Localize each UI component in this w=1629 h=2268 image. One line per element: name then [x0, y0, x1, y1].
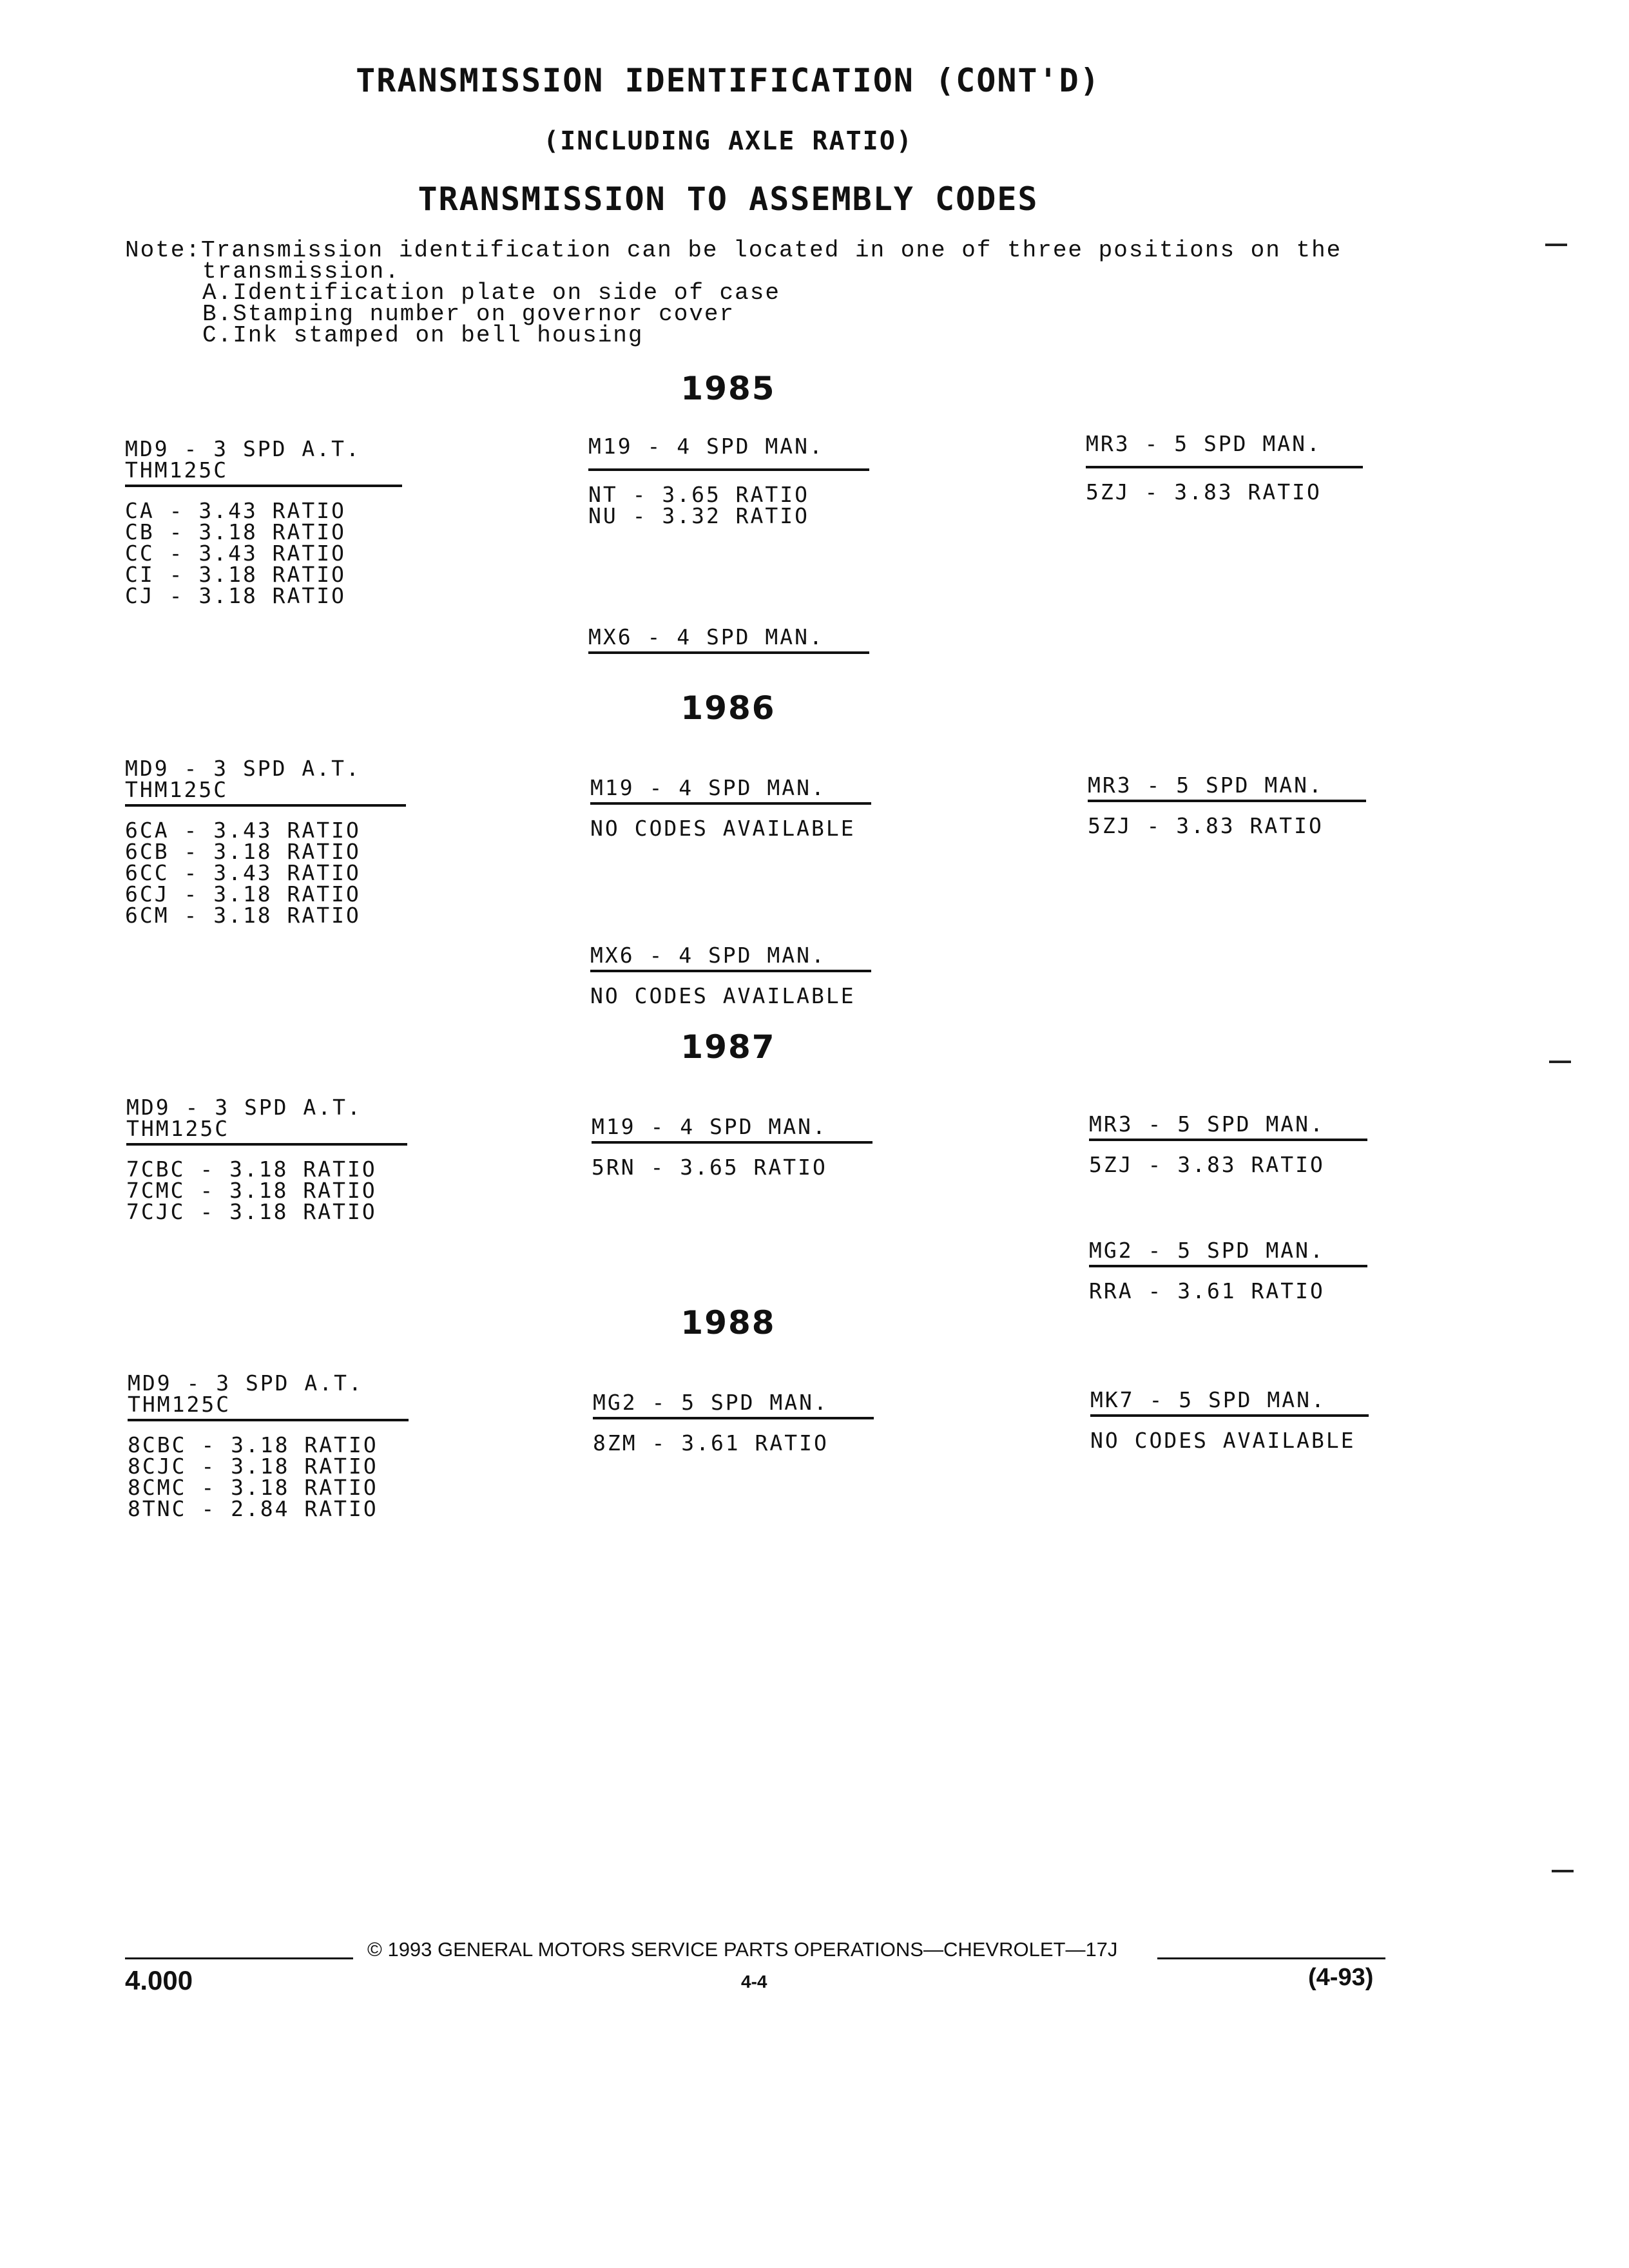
header-line: THM125C: [126, 1116, 230, 1141]
header-line: MR3 - 5 SPD MAN.: [1089, 1111, 1325, 1137]
code-row: RRA - 3.61 RATIO: [1089, 1278, 1325, 1303]
header-line: MD9 - 3 SPD A.T.: [125, 756, 361, 781]
year-heading-1985: 1985: [680, 370, 776, 407]
header-line: M19 - 4 SPD MAN.: [590, 775, 826, 800]
code-row: CC - 3.43 RATIO: [125, 541, 347, 566]
block-header: [1088, 774, 1366, 802]
block-header: [588, 626, 869, 654]
code-block-1985-md9: [125, 438, 402, 606]
code-block-1988-mk7: [1090, 1389, 1369, 1451]
code-block-1987-m19: [592, 1116, 872, 1178]
code-block-1986-m19: [590, 777, 871, 839]
code-row: NU - 3.32 RATIO: [588, 503, 810, 528]
code-row: NT - 3.65 RATIO: [588, 482, 810, 507]
note-line: Note:Transmission identification can be located in one of three positions on the: [125, 237, 1342, 264]
code-row: CJ - 3.18 RATIO: [125, 583, 347, 608]
section-title: TRANSMISSION TO ASSEMBLY CODES: [418, 180, 1039, 218]
header-line: THM125C: [128, 1392, 231, 1417]
header-line: M19 - 4 SPD MAN.: [588, 434, 824, 459]
block-header: [125, 758, 406, 807]
margin-mark: [1552, 1870, 1574, 1872]
code-row: 6CA - 3.43 RATIO: [125, 818, 361, 843]
block-header: [1090, 1389, 1369, 1417]
footer-copyright: © 1993 GENERAL MOTORS SERVICE PARTS OPERATIONS—CHEVROLET—17J: [367, 1938, 1118, 1961]
block-header: [588, 436, 869, 471]
block-header: [1089, 1113, 1367, 1141]
year-heading-1986: 1986: [680, 689, 776, 727]
header-line: MR3 - 5 SPD MAN.: [1086, 431, 1322, 456]
block-header: [1086, 433, 1363, 468]
header-line: THM125C: [125, 457, 229, 483]
code-row: 5ZJ - 3.83 RATIO: [1089, 1152, 1325, 1177]
year-heading-1987: 1987: [680, 1028, 776, 1066]
code-row: NO CODES AVAILABLE: [1090, 1428, 1356, 1453]
footer-page-number: 4-4: [741, 1972, 767, 1992]
code-row: 8CJC - 3.18 RATIO: [128, 1454, 378, 1479]
code-block-1986-mr3: [1088, 774, 1366, 836]
code-row: 7CMC - 3.18 RATIO: [126, 1178, 377, 1203]
header-line: THM125C: [125, 777, 229, 802]
footer-revision-date: (4-93): [1308, 1964, 1374, 1991]
header-line: MX6 - 4 SPD MAN.: [588, 624, 824, 649]
block-header: [592, 1116, 872, 1144]
header-line: MG2 - 5 SPD MAN.: [1089, 1238, 1325, 1263]
code-row: NO CODES AVAILABLE: [590, 983, 856, 1008]
note-line: B.Stamping number on governor cover: [202, 301, 735, 327]
header-line: MD9 - 3 SPD A.T.: [128, 1370, 363, 1396]
code-row: 8CMC - 3.18 RATIO: [128, 1475, 378, 1500]
code-row: 8CBC - 3.18 RATIO: [128, 1432, 378, 1457]
note-line: transmission.: [202, 258, 400, 285]
note-line: A.Identification plate on side of case: [202, 280, 780, 306]
footer-rule-left: [125, 1957, 353, 1959]
code-block-1985-mx6: [588, 626, 869, 654]
year-heading-1988: 1988: [680, 1304, 776, 1341]
code-block-1988-mg2: [593, 1392, 874, 1454]
code-block-1987-mg2: [1089, 1240, 1367, 1302]
code-row: 7CBC - 3.18 RATIO: [126, 1157, 377, 1182]
block-header: [126, 1097, 407, 1146]
code-block-1986-mx6: [590, 945, 871, 1006]
block-header: [128, 1372, 409, 1421]
code-row: 8TNC - 2.84 RATIO: [128, 1496, 378, 1521]
block-header: [590, 777, 871, 805]
header-line: MK7 - 5 SPD MAN.: [1090, 1387, 1326, 1412]
margin-mark: [1549, 1061, 1571, 1063]
code-row: 6CB - 3.18 RATIO: [125, 839, 361, 864]
code-block-1987-md9: [126, 1097, 407, 1222]
block-header: [590, 945, 871, 972]
code-row: 5ZJ - 3.83 RATIO: [1088, 813, 1324, 838]
note-line: C.Ink stamped on bell housing: [202, 322, 644, 349]
code-row: CA - 3.43 RATIO: [125, 498, 347, 523]
code-row: 6CJ - 3.18 RATIO: [125, 881, 361, 907]
header-line: MD9 - 3 SPD A.T.: [125, 436, 361, 461]
block-header: [1089, 1240, 1367, 1267]
code-row: 5ZJ - 3.83 RATIO: [1086, 479, 1322, 505]
code-block-1985-m19: [588, 436, 869, 526]
page-subtitle: (INCLUDING AXLE RATIO): [543, 126, 913, 156]
block-header: [593, 1392, 874, 1419]
page-title: TRANSMISSION IDENTIFICATION (CONT'D): [356, 62, 1101, 99]
code-row: 7CJC - 3.18 RATIO: [126, 1199, 377, 1224]
header-line: MR3 - 5 SPD MAN.: [1088, 773, 1324, 798]
code-row: CB - 3.18 RATIO: [125, 519, 347, 544]
header-line: MG2 - 5 SPD MAN.: [593, 1390, 829, 1415]
footer-section-number: 4.000: [125, 1965, 193, 1995]
header-line: MD9 - 3 SPD A.T.: [126, 1095, 362, 1120]
margin-mark: [1545, 244, 1567, 246]
code-row: 8ZM - 3.61 RATIO: [593, 1430, 829, 1456]
code-block-1988-md9: [128, 1372, 409, 1519]
code-block-1985-mr3: [1086, 433, 1363, 503]
code-block-1987-mr3: [1089, 1113, 1367, 1175]
note-block: [125, 237, 1342, 349]
code-row: 5RN - 3.65 RATIO: [592, 1155, 827, 1180]
code-row: NO CODES AVAILABLE: [590, 816, 856, 841]
code-block-1986-md9: [125, 758, 406, 926]
code-row: 6CC - 3.43 RATIO: [125, 860, 361, 885]
footer-rule-right: [1157, 1957, 1385, 1959]
code-row: 6CM - 3.18 RATIO: [125, 903, 361, 928]
code-row: CI - 3.18 RATIO: [125, 562, 347, 587]
block-header: [125, 438, 402, 487]
header-line: M19 - 4 SPD MAN.: [592, 1114, 827, 1139]
header-line: MX6 - 4 SPD MAN.: [590, 943, 826, 968]
